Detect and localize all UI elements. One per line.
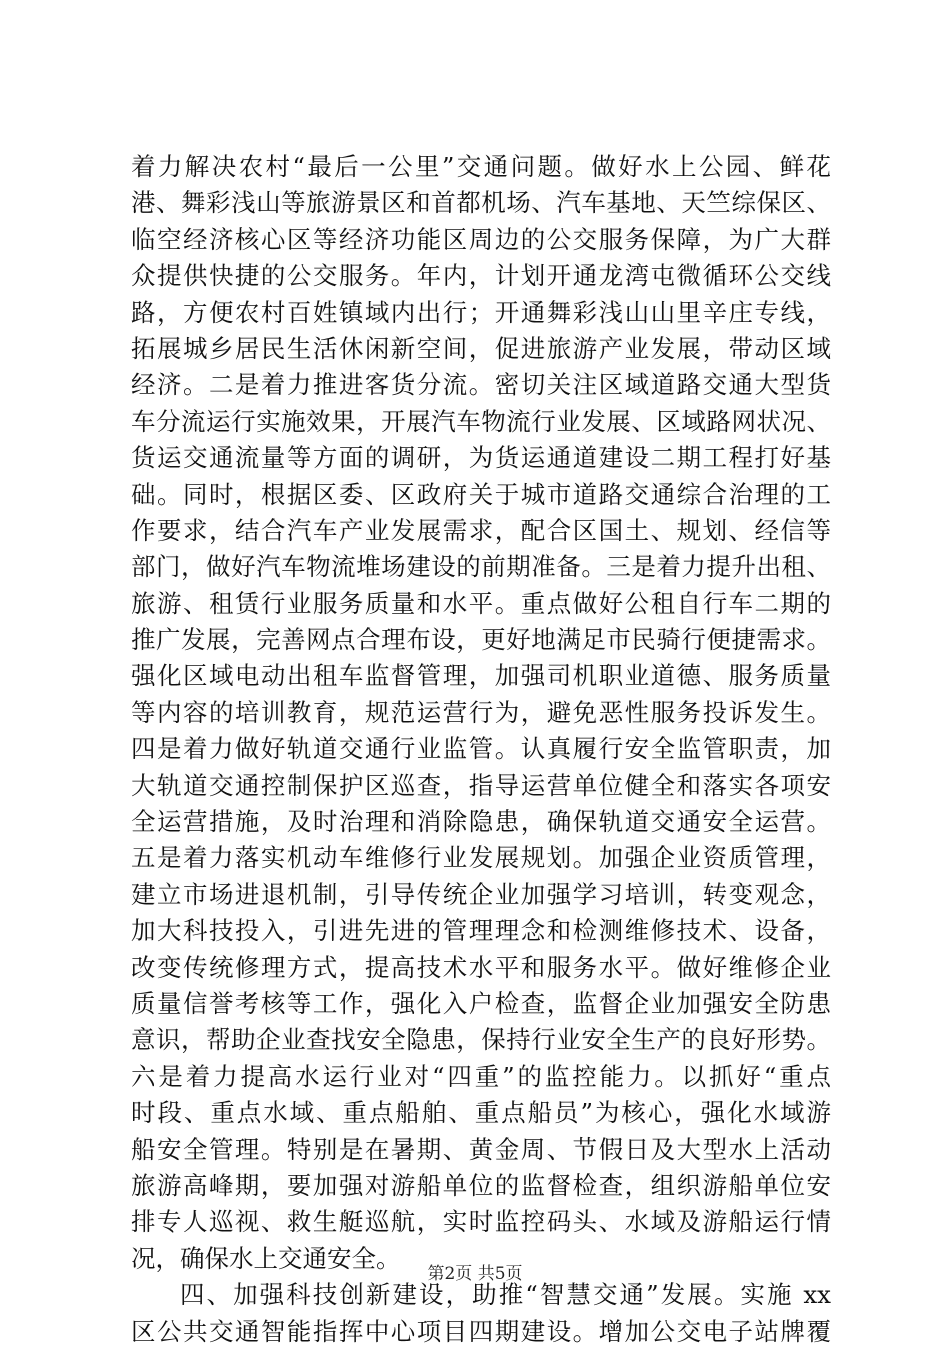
text-line: 时段、重点水域、重点船舶、重点船员”为核心，强化水域游 — [131, 1098, 831, 1128]
text-line: 着力解决农村“最后一公里”交通问题。做好水上公园、鲜花 — [131, 152, 831, 181]
text-line: 推广发展，完善网点合理布设，更好地满足市民骑行便捷需求。 — [131, 625, 831, 655]
text-line: 经济。二是着力推进客货分流。密切关注区域道路交通大型货 — [131, 370, 831, 400]
text-line: 础。同时，根据区委、区政府关于城市道路交通综合治理的工 — [131, 479, 831, 509]
text-line: 等内容的培训教育，规范运营行为，避免恶性服务投诉发生。 — [131, 697, 831, 727]
text-line: 四、加强科技创新建设，助推“智慧交通”发展。实施 xx — [180, 1280, 831, 1310]
text-line: 况，确保水上交通安全。 — [131, 1243, 401, 1273]
paragraph-1 — [131, 149, 831, 1277]
text-line: 船安全管理。特别是在暑期、黄金周、节假日及大型水上活动 — [131, 1134, 831, 1164]
text-line: 港、舞彩浅山等旅游景区和首都机场、汽车基地、天竺综保区、 — [131, 188, 831, 218]
text-line: 加大科技投入，引进先进的管理理念和检测维修技术、设备， — [131, 916, 831, 946]
text-line: 众提供快捷的公交服务。年内，计划开通龙湾屯微循环公交线 — [131, 261, 831, 291]
text-line: 拓展城乡居民生活休闲新空间，促进旅游产业发展，带动区域 — [131, 333, 831, 363]
text-line: 四是着力做好轨道交通行业监管。认真履行安全监管职责，加 — [131, 734, 831, 764]
text-line: 旅游、租赁行业服务质量和水平。重点做好公租自行车二期的 — [131, 588, 831, 618]
text-line: 大轨道交通控制保护区巡查，指导运营单位健全和落实各项安 — [131, 770, 831, 800]
text-line: 强化区域电动出租车监督管理，加强司机职业道德、服务质量 — [131, 661, 831, 691]
text-line: 路，方便农村百姓镇域内出行；开通舞彩浅山山里辛庄专线， — [131, 297, 831, 327]
text-line: 作要求，结合汽车产业发展需求，配合区国土、规划、经信等 — [131, 515, 831, 545]
text-line: 意识，帮助企业查找安全隐患，保持行业安全生产的良好形势。 — [131, 1025, 831, 1055]
text-line: 临空经济核心区等经济功能区周边的公交服务保障，为广大群 — [131, 224, 831, 254]
text-line: 区公共交通智能指挥中心项目四期建设。增加公交电子站牌覆 — [131, 1316, 831, 1346]
page-footer — [0, 1262, 950, 1286]
text-line: 建立市场进退机制，引导传统企业加强学习培训，转变观念， — [131, 879, 831, 909]
text-line: 全运营措施，及时治理和消除隐患，确保轨道交通安全运营。 — [131, 807, 831, 837]
text-line: 货运交通流量等方面的调研，为货运通道建设二期工程打好基 — [131, 443, 831, 473]
text-line: 改变传统修理方式，提高技术水平和服务水平。做好维修企业 — [131, 952, 831, 982]
text-line: 质量信誉考核等工作，强化入户检查，监督企业加强安全防患 — [131, 988, 831, 1018]
text-line: 六是着力提高水运行业对“四重”的监控能力。以抓好“重点 — [131, 1061, 831, 1091]
text-line: 五是着力落实机动车维修行业发展规划。加强企业资质管理， — [131, 843, 831, 873]
text-line: 旅游高峰期，要加强对游船单位的监督检查，组织游船单位安 — [131, 1170, 831, 1200]
page-number: 第2页 共5页 — [427, 1264, 523, 1284]
text-line: 部门，做好汽车物流堆场建设的前期准备。三是着力提升出租、 — [131, 552, 831, 582]
text-line: 车分流运行实施效果，开展汽车物流行业发展、区域路网状况、 — [131, 406, 831, 436]
text-line: 排专人巡视、救生艇巡航，实时监控码头、水域及游船运行情 — [131, 1207, 831, 1237]
document-body — [131, 149, 831, 1350]
paragraph-2 — [131, 1277, 831, 1350]
